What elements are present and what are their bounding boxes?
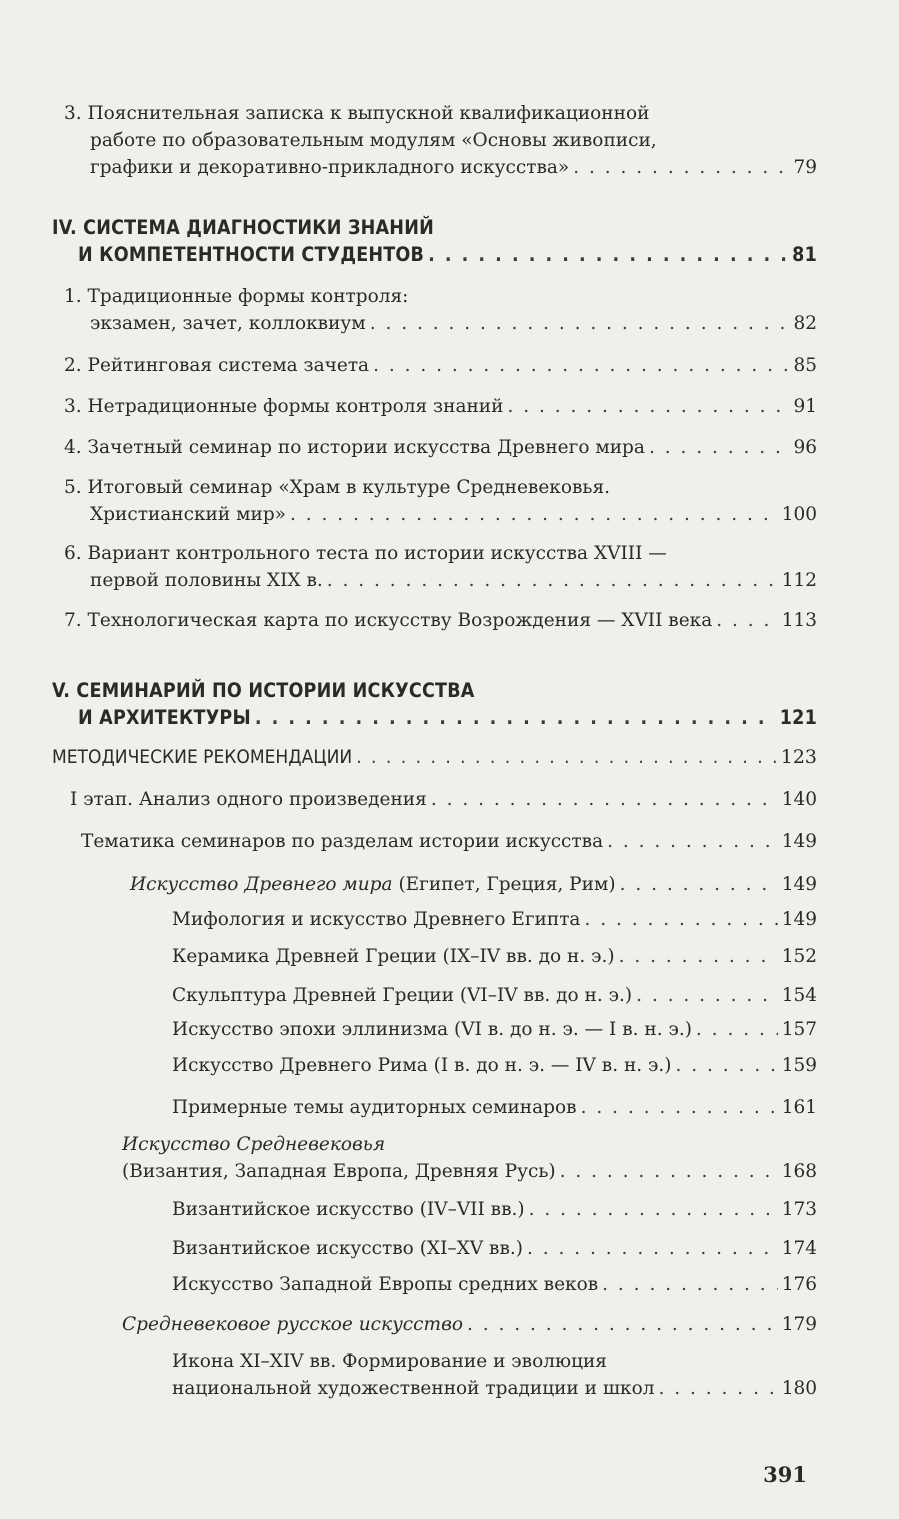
leader-dots bbox=[255, 704, 776, 731]
toc-page-number: 85 bbox=[793, 355, 817, 376]
toc-entry bbox=[64, 352, 817, 379]
toc-entry bbox=[122, 1311, 817, 1338]
toc-entry-italic: Искусство Древнего мира (Египет, Греция, Рим) bbox=[130, 874, 616, 895]
toc-entry bbox=[172, 1348, 817, 1402]
toc-section-heading bbox=[52, 677, 817, 731]
toc-entry bbox=[172, 1094, 817, 1121]
toc-entry-label: Искусство Средневековья bbox=[122, 1134, 386, 1155]
toc-entry bbox=[172, 1052, 817, 1079]
toc-entry-label: Искусство эпохи эллинизма (VI в. до н. э. — I в. н. э.) bbox=[172, 1019, 692, 1040]
toc-page-number: 176 bbox=[781, 1274, 817, 1295]
toc-page-number: 91 bbox=[793, 396, 817, 417]
toc-page-number: 180 bbox=[781, 1378, 817, 1399]
toc-entry bbox=[172, 1016, 817, 1043]
toc-entry bbox=[64, 100, 817, 181]
page-number: 391 bbox=[763, 1462, 807, 1487]
toc-entry-label: 3. Пояснительная записка к выпускной квалификационной bbox=[64, 103, 650, 124]
toc-page-number: 154 bbox=[781, 985, 817, 1006]
leader-dots bbox=[527, 1235, 778, 1262]
toc-entry-label: экзамен, зачет, коллоквиум bbox=[90, 313, 366, 334]
toc-entry-label: Скульптура Древней Греции (VI–IV вв. до н. э.) bbox=[172, 985, 633, 1006]
toc-entry-label: 4. Зачетный семинар по истории искусства Древнего мира bbox=[64, 437, 645, 458]
toc-page-number: 159 bbox=[781, 1055, 817, 1076]
toc-entry bbox=[81, 828, 817, 855]
leader-dots bbox=[573, 154, 789, 181]
toc-page-number: 82 bbox=[793, 313, 817, 334]
toc-entry bbox=[172, 1196, 817, 1223]
toc-entry-label: Средневековое русское искусство bbox=[122, 1314, 463, 1335]
leader-dots bbox=[327, 567, 778, 594]
leader-dots bbox=[584, 906, 777, 933]
leader-dots bbox=[602, 1271, 778, 1298]
toc-entry-label: первой половины XIX в. bbox=[90, 570, 323, 591]
toc-entry bbox=[64, 434, 817, 461]
toc-page-number: 140 bbox=[781, 789, 817, 810]
toc-page-number: 179 bbox=[781, 1314, 817, 1335]
leader-dots bbox=[507, 393, 789, 420]
toc-page-number: 152 bbox=[781, 946, 817, 967]
toc-page-number: 123 bbox=[780, 746, 817, 768]
leader-dots bbox=[659, 1375, 778, 1402]
toc-entry-label: 5. Итоговый семинар «Храм в культуре Средневековья. bbox=[64, 477, 611, 498]
toc-entry-label: национальной художественной традиции и школ bbox=[172, 1378, 655, 1399]
toc-entry bbox=[172, 943, 817, 970]
leader-dots bbox=[560, 1158, 778, 1185]
toc-entry bbox=[64, 540, 817, 594]
toc-entry-label: работе по образовательным модулям «Основы живописи, bbox=[90, 130, 657, 151]
leader-dots bbox=[428, 241, 788, 268]
toc-entry-label: IV. СИСТЕМА ДИАГНОСТИКИ ЗНАНИЙ bbox=[52, 216, 434, 239]
leader-dots bbox=[619, 943, 778, 970]
toc-entry-label: Мифология и искусство Древнего Египта bbox=[172, 909, 581, 930]
toc-entry-label: Примерные темы аудиторных семинаров bbox=[172, 1097, 577, 1118]
toc-entry bbox=[172, 1271, 817, 1298]
leader-dots bbox=[676, 1052, 778, 1079]
toc-page-number: 100 bbox=[781, 504, 817, 525]
toc-entry bbox=[172, 906, 817, 933]
toc-entry-label: (Византия, Западная Европа, Древняя Русь) bbox=[122, 1161, 556, 1182]
toc-entry-label: МЕТОДИЧЕСКИЕ РЕКОМЕНДАЦИИ bbox=[52, 746, 353, 768]
toc-entry bbox=[122, 1131, 817, 1185]
toc-page-number: 121 bbox=[779, 706, 817, 729]
leader-dots bbox=[716, 607, 777, 634]
toc-entry-label: 1. Традиционные формы контроля: bbox=[64, 286, 409, 307]
toc-page-number: 149 bbox=[781, 831, 817, 852]
leader-dots bbox=[431, 786, 778, 813]
toc-entry-label: I этап. Анализ одного произведения bbox=[70, 789, 427, 810]
leader-dots bbox=[696, 1016, 778, 1043]
toc-page-number: 168 bbox=[781, 1161, 817, 1182]
toc-section-heading bbox=[52, 214, 817, 268]
toc-entry-label: Византийское искусство (IV–VII вв.) bbox=[172, 1199, 525, 1220]
toc-entry-label: графики и декоративно-прикладного искусства» bbox=[90, 157, 570, 178]
leader-dots bbox=[607, 828, 778, 855]
toc-entry-label: Византийское искусство (XI–XV вв.) bbox=[172, 1238, 523, 1259]
toc-entry bbox=[130, 871, 817, 898]
leader-dots bbox=[581, 1094, 778, 1121]
toc-entry-label: 7. Технологическая карта по искусству Возрождения — XVII века bbox=[64, 610, 713, 631]
toc-entry-label: Искусство Западной Европы средних веков bbox=[172, 1274, 599, 1295]
toc-page-number: 173 bbox=[781, 1199, 817, 1220]
toc-entry-label: V. СЕМИНАРИЙ ПО ИСТОРИИ ИСКУССТВА bbox=[52, 679, 475, 702]
leader-dots bbox=[356, 744, 777, 771]
leader-dots bbox=[620, 871, 778, 898]
toc-entry bbox=[64, 283, 817, 337]
toc-entry bbox=[172, 1235, 817, 1262]
toc-entry bbox=[64, 393, 817, 420]
toc-entry-label: Икона XI–XIV вв. Формирование и эволюция bbox=[172, 1351, 607, 1372]
leader-dots bbox=[370, 310, 790, 337]
toc-entry-label: Искусство Древнего Рима (I в. до н. э. — IV в. н. э.) bbox=[172, 1055, 672, 1076]
leader-dots bbox=[373, 352, 789, 379]
toc-page-number: 157 bbox=[781, 1019, 817, 1040]
toc-entry bbox=[70, 786, 817, 813]
leader-dots bbox=[467, 1311, 778, 1338]
toc-page-number: 113 bbox=[781, 610, 817, 631]
toc-entry-label: Христианский мир» bbox=[90, 504, 286, 525]
toc-entry bbox=[172, 982, 817, 1009]
toc-entry-label: 3. Нетрадиционные формы контроля знаний bbox=[64, 396, 504, 417]
toc-entry-label: Тематика семинаров по разделам истории искусства bbox=[81, 831, 604, 852]
leader-dots bbox=[636, 982, 778, 1009]
toc-entry-label: И АРХИТЕКТУРЫ bbox=[78, 706, 251, 729]
toc-page-number: 81 bbox=[792, 243, 817, 266]
toc-page-number: 149 bbox=[781, 874, 817, 895]
toc-entry bbox=[64, 474, 817, 528]
toc-page-number: 174 bbox=[781, 1238, 817, 1259]
toc-entry-label: Керамика Древней Греции (IX–IV вв. до н. э.) bbox=[172, 946, 615, 967]
toc-page-number: 161 bbox=[781, 1097, 817, 1118]
leader-dots bbox=[529, 1196, 778, 1223]
toc-entry bbox=[52, 744, 817, 771]
toc-entry-label: 2. Рейтинговая система зачета bbox=[64, 355, 370, 376]
leader-dots bbox=[290, 501, 778, 528]
toc-entry-label: 6. Вариант контрольного теста по истории искусства XVIII — bbox=[64, 543, 667, 564]
toc-page-number: 112 bbox=[781, 570, 817, 591]
toc-entry-label: И КОМПЕТЕНТНОСТИ СТУДЕНТОВ bbox=[78, 243, 425, 266]
toc-page-number: 96 bbox=[793, 437, 817, 458]
toc-entry bbox=[64, 607, 817, 634]
toc-entry-label bbox=[130, 871, 616, 898]
toc-page-number: 149 bbox=[781, 909, 817, 930]
leader-dots bbox=[649, 434, 790, 461]
toc-page-number: 79 bbox=[793, 157, 817, 178]
